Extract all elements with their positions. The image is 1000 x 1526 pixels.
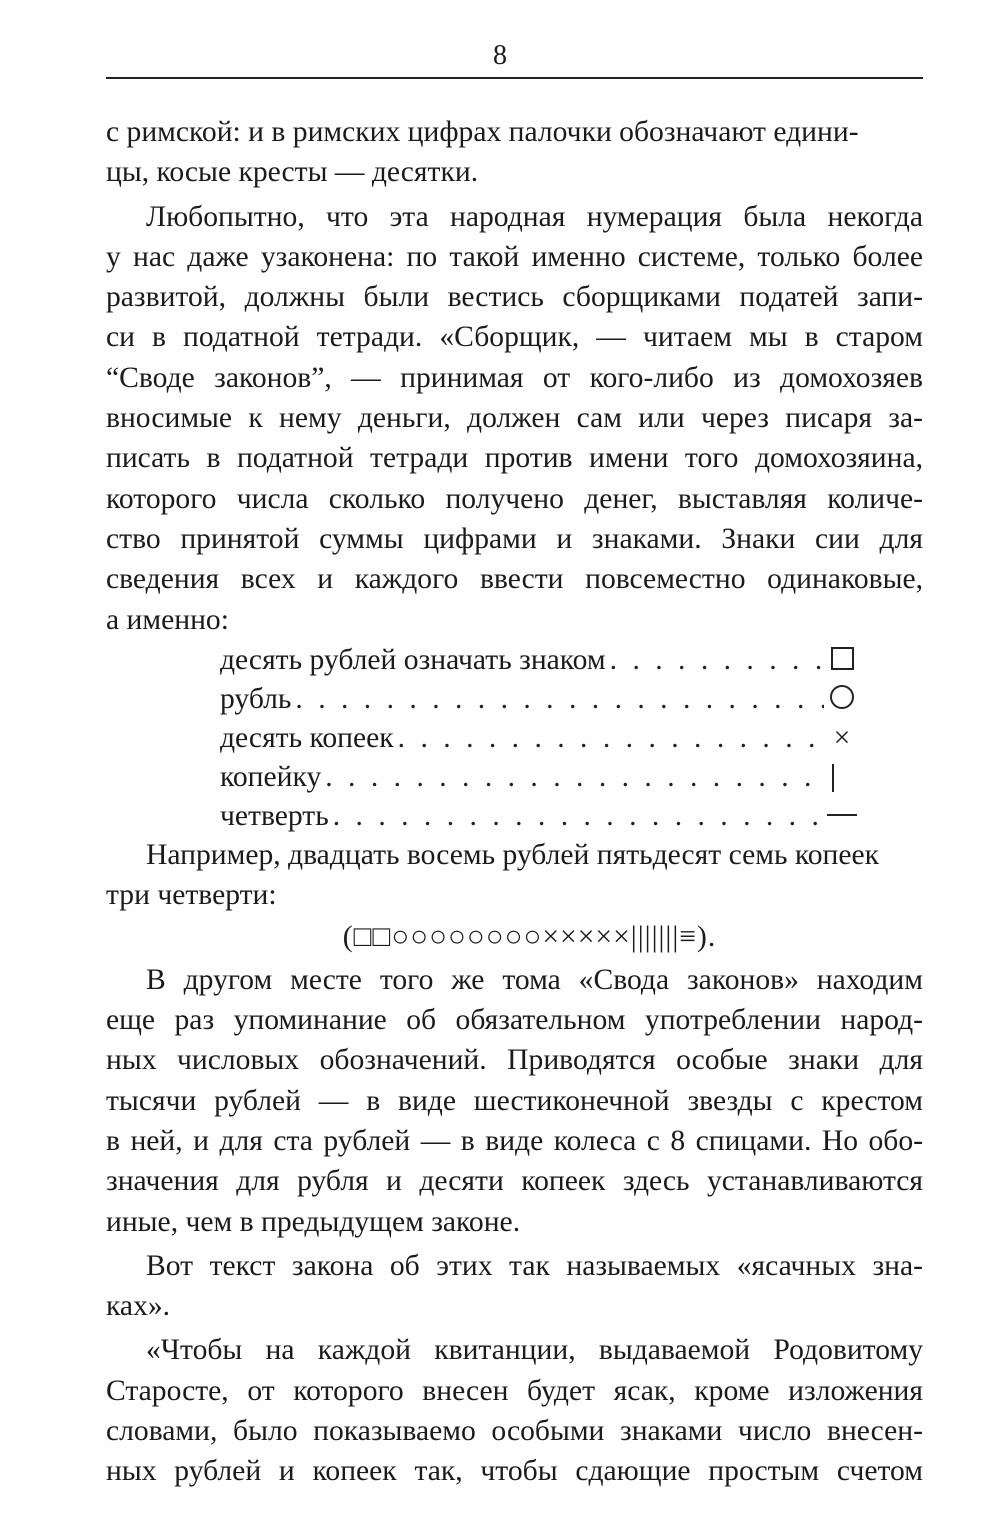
text-line: ных числовых обозначений. Приводятся особые знаки для — [106, 1044, 923, 1077]
sign-label: копейку — [220, 760, 322, 793]
text-line: цы, косые кресты — десятки. — [106, 156, 479, 189]
leader-dots — [321, 757, 824, 797]
sign-label: четверть — [220, 799, 329, 832]
example-tens-of-rubles: □□ — [353, 921, 392, 954]
text-line: Вот текст закона об этих так называемых «ясачных зна- — [146, 1249, 923, 1282]
example-close: ). — [696, 921, 717, 954]
text-line: В другом месте того же тома «Свода законов» находим — [146, 963, 923, 996]
text-line: ство принятой суммы цифрами и знаками. Знаки сии для — [106, 522, 923, 555]
sign-row — [220, 757, 860, 796]
text-line: “Своде законов”, — принимая от кого-либо из домохозяев — [106, 361, 923, 394]
circle-icon — [824, 679, 860, 719]
leader-dots — [291, 679, 824, 719]
text-line: Например, двадцать восемь рублей пятьдесят семь копеек — [146, 838, 880, 871]
page-body — [106, 112, 923, 1492]
text-line: вносимые к нему деньги, должен сам или через писаря за- — [106, 402, 923, 435]
text-line: три четверти: — [106, 879, 277, 912]
leader-dots — [606, 640, 824, 680]
text-line: ках». — [106, 1290, 171, 1323]
text-line: ных рублей и копеек так, чтобы сдающие простым счетом — [106, 1455, 923, 1488]
text-line: писать в податной тетради против имени того домохозяина, — [106, 442, 923, 475]
vertical-bar-icon — [824, 757, 860, 797]
paragraph-1 — [106, 112, 923, 193]
text-line: словами, было показываемо особыми знаками число внесен- — [106, 1415, 923, 1448]
horizontal-bar-icon — [824, 796, 860, 836]
paragraph-6 — [106, 1330, 923, 1491]
text-line: у нас даже узаконена: по такой именно системе, только более — [106, 240, 923, 273]
paragraph-4 — [106, 960, 923, 1242]
text-line: в ней, и для ста рублей — в виде колеса с 8 спицами. Но обо- — [106, 1124, 923, 1157]
paragraph-2 — [106, 197, 923, 640]
sign-label: рубль — [220, 682, 292, 715]
text-line: сведения всех и каждого ввести повсеместно одинаковые, — [106, 563, 923, 596]
cross-icon: × — [833, 721, 851, 754]
text-line: си в податной тетради. «Сборщик, — читаем мы в старом — [106, 321, 923, 354]
text-line: тысячи рублей — в виде шестиконечной звезды с крестом — [106, 1084, 923, 1117]
example-notation — [106, 917, 923, 957]
example-rubles: ○○○○○○○○ — [391, 921, 543, 954]
example-open: ( — [342, 921, 354, 954]
paragraph-5 — [106, 1246, 923, 1327]
square-icon — [824, 640, 860, 680]
text-line: Старосте, от которого внесен будет ясак, кроме изложения — [106, 1374, 923, 1407]
example-kopecks: ||||||| — [630, 921, 680, 954]
sign-row — [220, 718, 860, 757]
example-quarters: ≡ — [679, 921, 697, 954]
header-rule — [106, 77, 923, 79]
text-line: которого числа сколько получено денег, выставляя количе- — [106, 482, 923, 515]
leader-dots — [394, 718, 824, 758]
signs-table — [220, 640, 860, 835]
text-line: иные, чем в предыдущем законе. — [106, 1205, 521, 1238]
sign-label: десять копеек — [220, 721, 394, 754]
text-line: развитой, должны были вестись сборщиками податей запи- — [106, 281, 923, 314]
sign-row — [220, 796, 860, 835]
page-number: 8 — [493, 40, 507, 71]
leader-dots — [329, 796, 824, 836]
example-tens-of-kopecks: ××××× — [542, 921, 631, 954]
text-line: значения для рубля и десяти копеек здесь устанавливаются — [106, 1165, 923, 1198]
text-line: еще раз упоминание об обязательном употреблении народ- — [106, 1004, 923, 1037]
text-line: «Чтобы на каждой квитанции, выдаваемой Родовитому — [146, 1334, 923, 1367]
sign-row — [220, 640, 860, 679]
sign-row — [220, 679, 860, 718]
paragraph-3 — [106, 835, 923, 916]
text-line: с римской: и в римских цифрах палочки обозначают едини- — [106, 116, 859, 148]
text-line: Любопытно, что эта народная нумерация была некогда — [146, 200, 923, 233]
text-line: а именно: — [106, 603, 229, 636]
sign-label: десять рублей означать знаком — [220, 643, 606, 676]
